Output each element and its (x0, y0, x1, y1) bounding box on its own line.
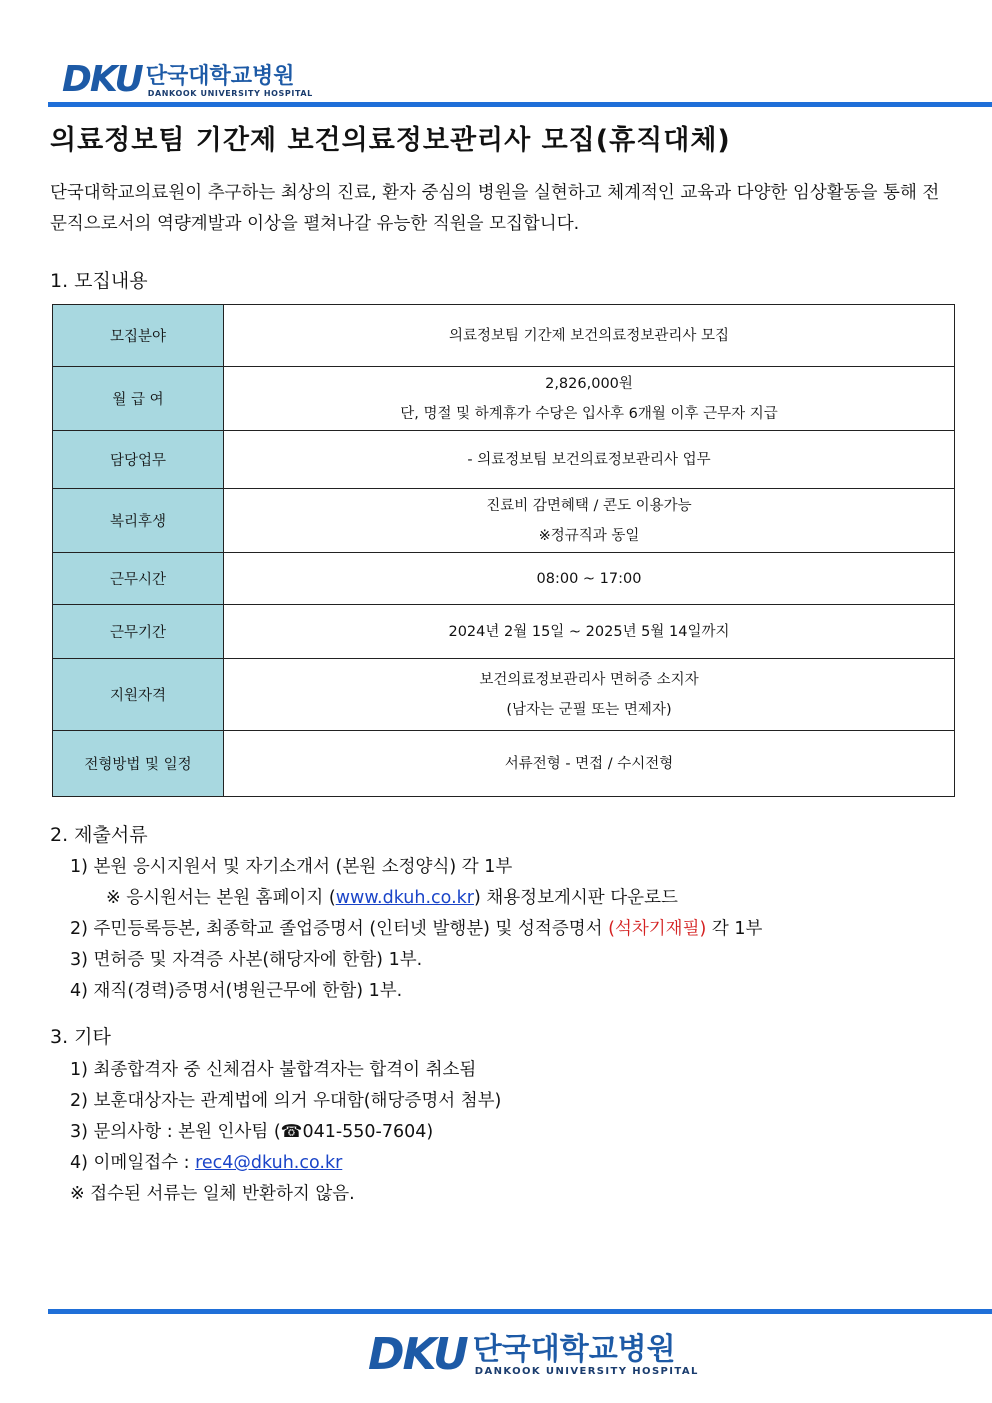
row-value-line: 08:00 ~ 17:00 (536, 570, 642, 587)
row-value-line: 의료정보팀 기간제 보건의료정보관리사 모집 (449, 327, 729, 344)
list-item (70, 1148, 501, 1179)
homepage-link[interactable]: www.dkuh.co.kr (335, 888, 474, 908)
intro-paragraph: 단국대학교의료원이 추구하는 최상의 진료, 환자 중심의 병원을 실현하고 체계적인 교육과 다양한 임상활동을 통해 전문직으로서의 역량계발과 이상을 펼쳐나갈 유능한 직원을 모집합니다. (50, 183, 940, 234)
row-value (224, 431, 955, 489)
logo-name-english: DANKOOK UNIVERSITY HOSPITAL (474, 1366, 699, 1377)
row-label: 모집분야 (53, 305, 224, 367)
documents-list (70, 852, 762, 1007)
row-value-line: 서류전형 - 면접 / 수시전형 (504, 755, 674, 772)
row-value (224, 659, 955, 731)
table-row (53, 489, 955, 553)
row-value (224, 553, 955, 605)
table-row (53, 431, 955, 489)
header-divider (48, 102, 992, 107)
dku-logo-mark: DKU (368, 1329, 467, 1380)
list-item: 2) 보훈대상자는 관계법에 의거 우대함(해당증명서 첨부) (70, 1091, 502, 1111)
row-label: 월 급 여 (53, 367, 224, 431)
row-label: 근무시간 (53, 553, 224, 605)
hospital-logo-footer (368, 1329, 699, 1380)
list-item (70, 914, 762, 945)
item-text: 각 1부 (706, 919, 763, 939)
row-label: 담당업무 (53, 431, 224, 489)
page-title: 의료정보팀 기간제 보건의료정보관리사 모집(휴직대체) (50, 125, 731, 156)
logo-name-english: DANKOOK UNIVERSITY HOSPITAL (147, 89, 313, 98)
note-text: ) 채용정보게시판 다운로드 (473, 888, 678, 908)
item-text: 2) 주민등록등본, 최종학교 졸업증명서 (인터넷 발행분) 및 성적증명서 (70, 919, 609, 939)
table-row (53, 305, 955, 367)
row-value (224, 605, 955, 659)
list-item: 1) 본원 응시지원서 및 자기소개서 (본원 소정양식) 각 1부 (70, 857, 513, 877)
section-recruitment-details-title: 1. 모집내용 (50, 270, 148, 292)
table-row (53, 553, 955, 605)
list-item: 4) 재직(경력)증명서(병원근무에 한함) 1부. (70, 981, 403, 1001)
row-value-line: 단, 명절 및 하계휴가 수당은 입사후 6개월 이후 근무자 지급 (400, 405, 778, 422)
list-item-note (70, 883, 762, 914)
other-list (70, 1055, 501, 1210)
section-documents-title: 2. 제출서류 (50, 824, 148, 846)
logo-name-korean: 단국대학교병원 (472, 1332, 676, 1367)
item-text: 4) 이메일접수 : (70, 1153, 196, 1173)
row-value-line: 보건의료정보관리사 면허증 소지자 (479, 671, 699, 688)
table-row (53, 367, 955, 431)
row-label: 근무기간 (53, 605, 224, 659)
table-row (53, 731, 955, 797)
row-value-line: 2024년 2월 15일 ~ 2025년 5월 14일까지 (448, 623, 730, 640)
highlight-text: (석차기재필) (608, 919, 707, 939)
row-value (224, 731, 955, 797)
row-value-line: ※정규직과 동일 (538, 527, 640, 544)
hospital-logo-header (62, 59, 313, 100)
dku-logo-mark: DKU (62, 59, 142, 100)
table-row (53, 659, 955, 731)
row-value (224, 367, 955, 431)
list-item-note: ※ 접수된 서류는 일체 반환하지 않음. (70, 1184, 355, 1204)
row-value-line: 2,826,000원 (545, 375, 633, 392)
logo-name-korean: 단국대학교병원 (145, 64, 295, 89)
list-item: 3) 면허증 및 자격증 사본(해당자에 한함) 1부. (70, 950, 423, 970)
row-label: 지원자격 (53, 659, 224, 731)
row-value-line: 진료비 감면혜택 / 콘도 이용가능 (486, 497, 692, 514)
table-row (53, 605, 955, 659)
note-text: ※ 응시원서는 본원 홈페이지 ( (106, 888, 336, 908)
list-item: 1) 최종합격자 중 신체검사 불합격자는 합격이 취소됨 (70, 1060, 477, 1080)
row-value-line: - 의료정보팀 보건의료정보관리사 업무 (467, 451, 711, 468)
footer-divider (48, 1309, 992, 1314)
recruitment-table (52, 304, 955, 797)
row-value (224, 489, 955, 553)
row-label: 전형방법 및 일정 (53, 731, 224, 797)
row-value-line: (남자는 군필 또는 면제자) (506, 701, 672, 718)
section-other-title: 3. 기타 (50, 1026, 111, 1048)
email-link[interactable]: rec4@dkuh.co.kr (195, 1153, 343, 1173)
row-value (224, 305, 955, 367)
list-item: 3) 문의사항 : 본원 인사팀 (☎041-550-7604) (70, 1122, 434, 1142)
row-label: 복리후생 (53, 489, 224, 553)
